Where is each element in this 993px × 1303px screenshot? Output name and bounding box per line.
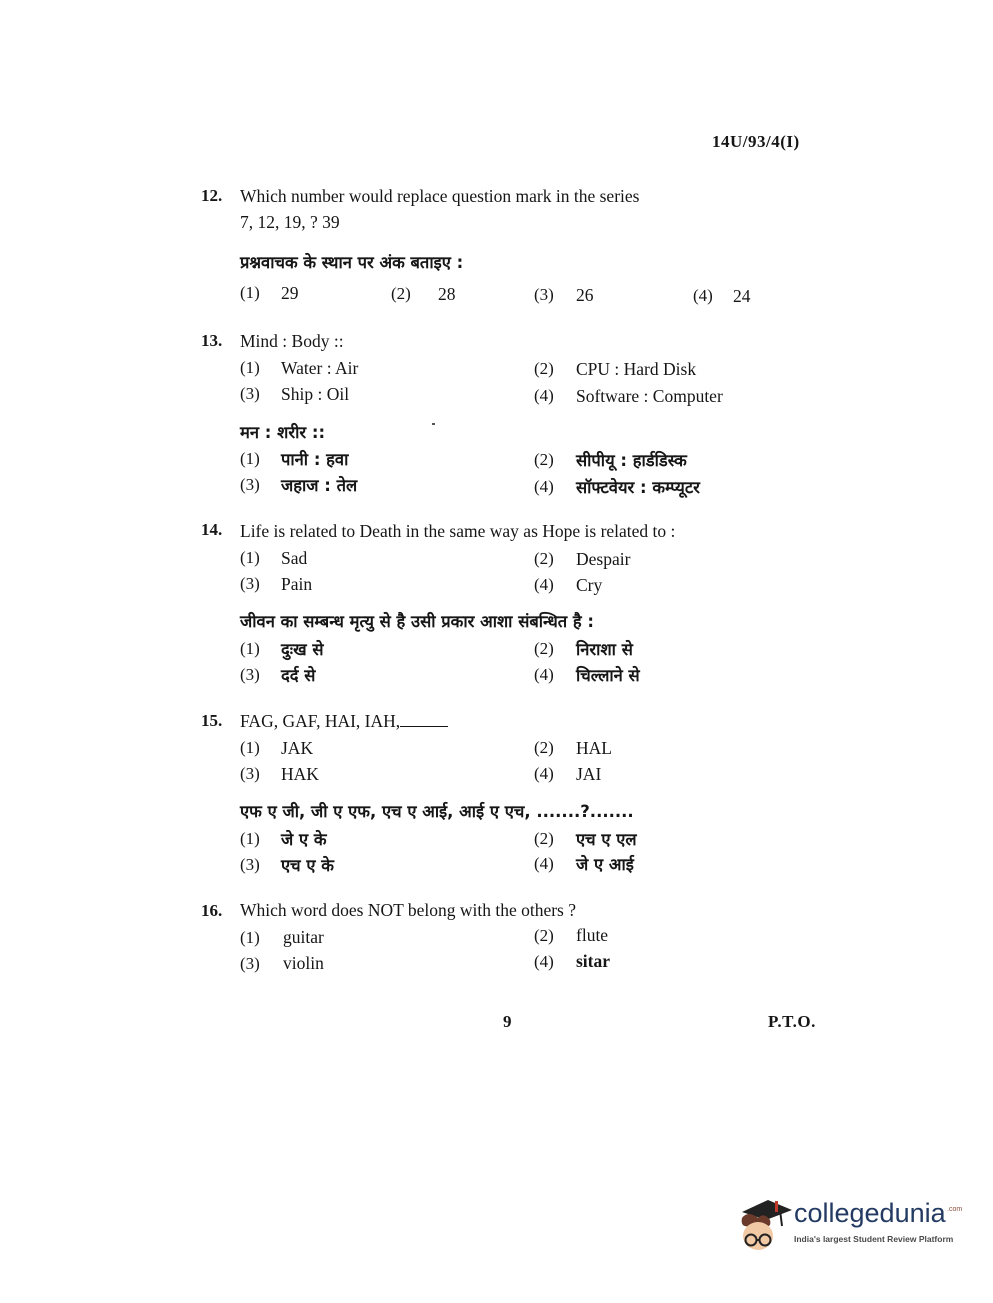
q12-option-3-number: (3) — [534, 285, 554, 304]
q16-option-1-number: (1) — [240, 928, 260, 947]
q14-option-3: Pain — [281, 574, 313, 594]
q16-option-4: sitar — [576, 951, 611, 971]
q12-option-4: 24 — [733, 286, 751, 306]
q15-hindi-option-2: एच ए एल — [576, 830, 637, 849]
q13-option-3-number: (3) — [240, 384, 260, 403]
q14-hindi-option-3: दर्द से — [281, 666, 316, 685]
q15-hindi-option-4: जे ए आई — [576, 855, 634, 874]
q16-option-3-number: (3) — [240, 954, 260, 973]
q15-option-2: HAL — [576, 738, 612, 758]
q13-hindi-option-2: सीपीयू : हार्डडिस्क — [576, 451, 687, 470]
q12-option-3: 26 — [576, 285, 594, 305]
q15-hindi-option-2-number: (2) — [534, 829, 554, 848]
q16-option-2: flute — [576, 925, 609, 945]
question-13-number: 13. — [201, 331, 223, 350]
question-12-series: 7, 12, 19, ? 39 — [240, 212, 340, 232]
question-14-hindi: जीवन का सम्बन्ध मृत्यु से है उसी प्रकार आशा संबन्धित है : — [240, 612, 595, 631]
q14-hindi-option-4-number: (4) — [534, 665, 554, 684]
q14-option-1: Sad — [281, 548, 308, 568]
q15-option-2-number: (2) — [534, 738, 554, 757]
q15-option-4: JAI — [576, 764, 602, 784]
q12-option-2-number: (2) — [391, 284, 411, 303]
question-15-text — [240, 711, 448, 732]
q13-option-1: Water : Air — [281, 358, 359, 378]
collegedunia-logo — [734, 1196, 964, 1260]
q13-option-3: Ship : Oil — [281, 384, 350, 404]
brand-domain: .com — [947, 1206, 963, 1213]
q14-hindi-option-1-number: (1) — [240, 639, 260, 658]
q13-hindi-option-2-number: (2) — [534, 450, 554, 469]
question-12-text: Which number would replace question mark in the series — [240, 186, 640, 206]
q13-hindi-option-1-number: (1) — [240, 449, 260, 468]
q15-option-1-number: (1) — [240, 738, 260, 757]
question-15-number: 15. — [201, 711, 223, 730]
q14-option-2-number: (2) — [534, 549, 554, 568]
q14-hindi-option-1: दुःख से — [281, 640, 324, 659]
q14-option-1-number: (1) — [240, 548, 260, 567]
q12-option-2: 28 — [438, 284, 456, 304]
question-13-hindi: मन : शरीर :: — [240, 423, 326, 442]
pto-label: P.T.O. — [768, 1012, 816, 1031]
q13-option-2-number: (2) — [534, 359, 554, 378]
q16-option-2-number: (2) — [534, 926, 554, 945]
q13-hindi-option-3: जहाज : तेल — [281, 476, 358, 495]
q13-option-4-number: (4) — [534, 386, 554, 405]
q15-option-1: JAK — [281, 738, 314, 758]
q14-option-3-number: (3) — [240, 574, 260, 593]
student-mascot-icon — [734, 1196, 792, 1258]
answer-blank — [400, 712, 448, 727]
question-15-hindi: एफ ए जी, जी ए एफ, एच ए आई, आई ए एच, .......?....... — [240, 802, 634, 821]
q15-option-4-number: (4) — [534, 764, 554, 783]
brand-tagline: India's largest Student Review Platform — [794, 1234, 954, 1244]
q15-hindi-option-1-number: (1) — [240, 829, 260, 848]
q13-hindi-option-3-number: (3) — [240, 475, 260, 494]
q14-option-2: Despair — [576, 549, 631, 569]
q14-hindi-option-2-number: (2) — [534, 639, 554, 658]
q12-option-4-number: (4) — [693, 286, 713, 305]
question-16-number: 16. — [201, 901, 223, 920]
question-12-hindi: प्रश्नवाचक के स्थान पर अंक बताइए : — [240, 253, 464, 272]
q13-hindi-option-4: सॉफ्टवेयर : कम्प्यूटर — [576, 478, 700, 497]
page-number: 9 — [503, 1012, 512, 1031]
q14-hindi-option-3-number: (3) — [240, 665, 260, 684]
paper-code: 14U/93/4(I) — [712, 132, 800, 151]
q15-hindi-option-4-number: (4) — [534, 854, 554, 873]
question-16-text: Which word does NOT belong with the others ? — [240, 900, 576, 920]
question-13-text: Mind : Body :: — [240, 331, 344, 351]
q14-hindi-option-4: चिल्लाने से — [576, 666, 640, 685]
q12-option-1: 29 — [281, 283, 299, 303]
q14-option-4: Cry — [576, 575, 603, 595]
q16-option-1: guitar — [283, 927, 324, 947]
q15-hindi-option-3: एच ए के — [281, 856, 334, 875]
q14-option-4-number: (4) — [534, 575, 554, 594]
q16-option-4-number: (4) — [534, 952, 554, 971]
question-14-text: Life is related to Death in the same way as Hope is related to : — [240, 521, 676, 541]
stray-mark — [432, 423, 435, 425]
q15-option-3-number: (3) — [240, 764, 260, 783]
brand-name: collegedunia — [794, 1198, 946, 1228]
q16-option-3: violin — [283, 953, 324, 973]
q13-hindi-option-1: पानी : हवा — [281, 450, 349, 469]
question-15-series: FAG, GAF, HAI, IAH, — [240, 711, 401, 731]
q15-hindi-option-3-number: (3) — [240, 855, 260, 874]
q15-hindi-option-1: जे ए के — [281, 830, 327, 849]
q13-option-2: CPU : Hard Disk — [576, 359, 697, 379]
q15-option-3: HAK — [281, 764, 319, 784]
q13-option-1-number: (1) — [240, 358, 260, 377]
q13-option-4: Software : Computer — [576, 386, 723, 406]
question-12-number: 12. — [201, 186, 223, 205]
question-14-number: 14. — [201, 520, 223, 539]
q13-hindi-option-4-number: (4) — [534, 477, 554, 496]
q12-option-1-number: (1) — [240, 283, 260, 302]
q14-hindi-option-2: निराशा से — [576, 640, 633, 659]
